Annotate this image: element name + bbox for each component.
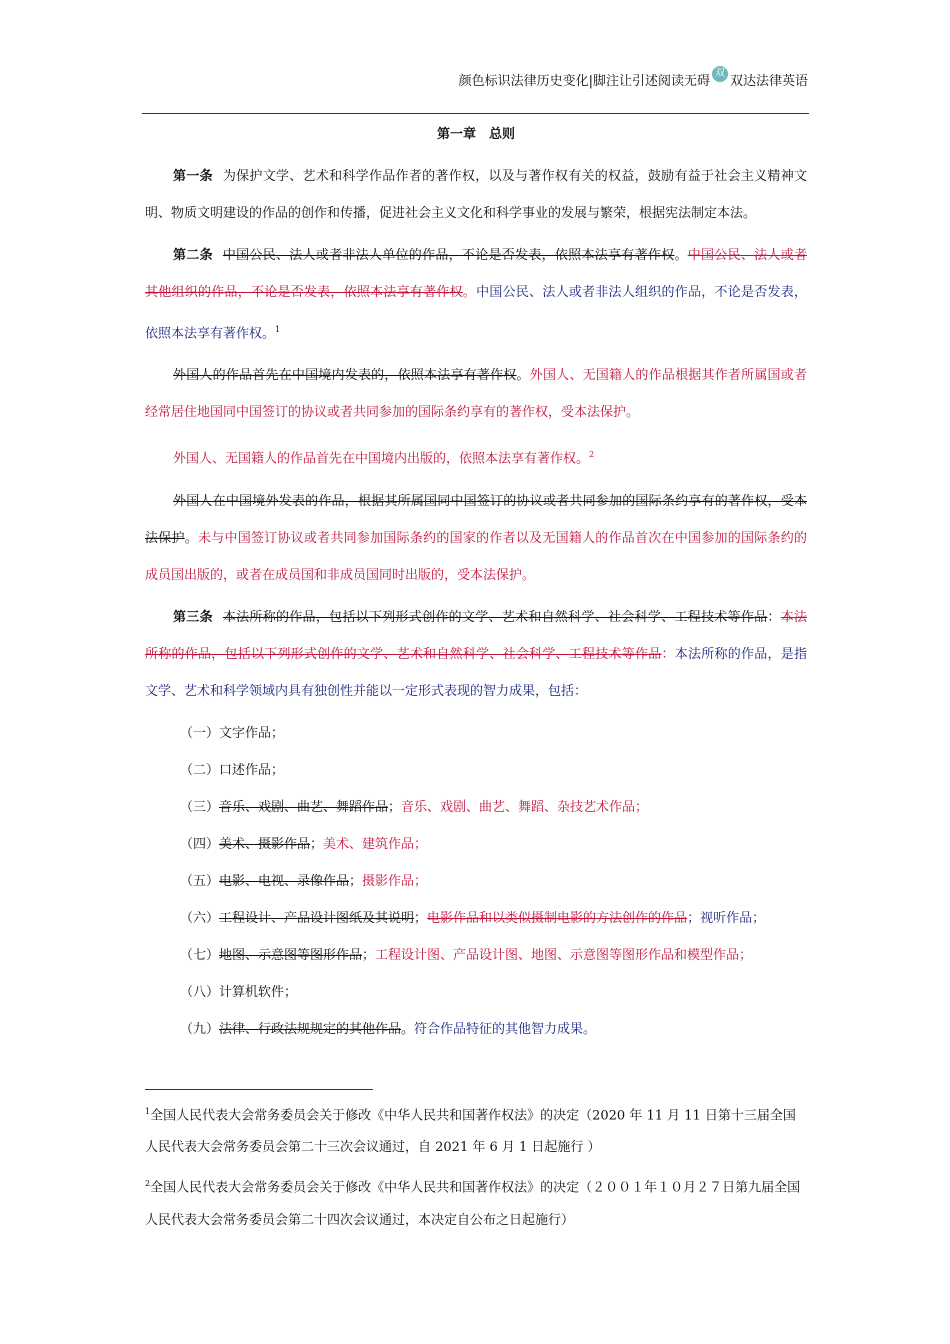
revised-text: 本法所称的作品，是指文学、艺术和科学领域内具有独创性并能以一定形式表现的智力成果，包括： xyxy=(145,646,807,699)
list-item: （五）电影、电视、录像作品；摄影作品； xyxy=(180,873,428,889)
footnote-divider xyxy=(145,1089,373,1090)
article-text: 为保护文学、艺术和科学作品作者的著作权，以及与著作权有关的权益，鼓励有益于社会主义精神文明、物质文明建设的作品的创作和传播，促进社会主义文化和科学事业的发展与繁荣，根据宪法制定本法。 xyxy=(145,169,807,221)
list-item: （八）计算机软件； xyxy=(180,984,298,1000)
deleted-text: 中国公民、法人或者非法人单位的作品，不论是否发表，依照本法享有著作权 xyxy=(222,248,675,263)
article-2-para-4: 外国人在中国境外发表的作品，根据其所属国同中国签订的协议或者共同参加的国际条约享有的著作权，受本法保护。未与中国签订协议或者共同参加国际条约的国家的作者以及无国籍人的作品首次在中国参加的国际条约的成员国出版的，或者在成员国和非成员国同时出版的，受本法保护。 xyxy=(145,493,807,583)
list-item: （九）法律、行政法规规定的其他作品。符合作品特征的其他智力成果。 xyxy=(180,1021,597,1037)
list-item: （七）地图、示意图等图形作品；工程设计图、产品设计图、地图、示意图等图形作品和模型作品； xyxy=(180,947,753,963)
footnote-ref[interactable]: 1 xyxy=(275,325,281,334)
deleted-revision-text: 中国公民、法人或者其他组织的作品，不论是否发表，依照本法享有著作权 xyxy=(145,248,807,300)
footnote-ref[interactable]: 2 xyxy=(589,450,595,460)
deleted-text: 本法所称的作品，包括以下列形式创作的文学、艺术和自然科学、社会科学、工程技术等作品 xyxy=(222,609,768,625)
article-2-para-2: 外国人的作品首先在中国境内发表的，依照本法享有著作权。外国人、无国籍人的作品根据其作者所属国或者经常居住地国同中国签订的协议或者共同参加的国际条约享有的著作权，受本法保护。 xyxy=(145,368,807,421)
brand-logo-icon: 双 xyxy=(712,66,728,82)
article-label: 第三条 xyxy=(173,609,213,625)
list-item: （六）工程设计、产品设计图纸及其说明；电影作品和以类似摄制电影的方法创作的作品；视听作品； xyxy=(180,910,766,926)
revised-text: 外国人、无国籍人的作品首先在中国境内出版的，依照本法享有著作权。 xyxy=(173,451,590,467)
article-2-para-1: 第二条 中国公民、法人或者非法人单位的作品，不论是否发表，依照本法享有著作权。中国公民、法人或者其他组织的作品，不论是否发表，依照本法享有著作权。中国公民、法人或者非法人组织的作品，不论是否发表，依照本法享有著作权。$^1$ xyxy=(145,248,807,342)
article-1 xyxy=(145,158,807,232)
revised-text: 未与中国签订协议或者共同参加国际条约的国家的作者以及无国籍人的作品首次在中国参加的国际条约的成员国出版的，或者在成员国和非成员国同时出版的，受本法保护。 xyxy=(145,530,807,583)
deleted-revision-text: 本法所称的作品，包括以下列形式创作的文学、艺术和自然科学、社会科学、工程技术等作品 xyxy=(145,609,807,662)
article-2-para-3 xyxy=(145,436,807,477)
article-label: 第一条 xyxy=(173,169,213,184)
chapter-title: 第一章 总则 xyxy=(436,127,515,142)
footnote: $^2$全国人民代表大会常务委员会关于修改《中华人民共和国著作权法》的决定（２００１年１０月２７日第九届全国人民代表大会常务委员会第二十四次会议通过，本决定自公布之日起施行） xyxy=(145,1179,801,1228)
list-item: （一）文字作品； xyxy=(180,725,285,741)
footnotes xyxy=(145,1096,807,1241)
article-label: 第二条 xyxy=(173,248,213,263)
revised-text: 中国公民、法人或者非法人组织的作品，不论是否发表，依照本法享有著作权。 xyxy=(145,285,807,342)
article-3: 第三条 本法所称的作品，包括以下列形式创作的文学、艺术和自然科学、社会科学、工程技术等作品：本法所称的作品，包括以下列形式创作的文学、艺术和自然科学、社会科学、工程技术等作品：本法所称的作品，是指文学、艺术和科学领域内具有独创性并能以一定形式表现的智力成果，包括： xyxy=(145,609,807,699)
list-item: （四）美术、摄影作品；美术、建筑作品； xyxy=(180,836,428,852)
deleted-text: 外国人在中国境外发表的作品，根据其所属国同中国签订的协议或者共同参加的国际条约享有的著作权，受本法保护 xyxy=(145,493,807,546)
header-divider xyxy=(142,113,809,114)
header-brand: 双达法律英语 xyxy=(729,74,808,89)
revised-text: 外国人、无国籍人的作品根据其作者所属国或者经常居住地国同中国签订的协议或者共同参加的国际条约享有的著作权，受本法保护。 xyxy=(145,368,807,421)
deleted-text: 外国人的作品首先在中国境内发表的，依照本法享有著作权 xyxy=(173,368,517,384)
footnote: $^1$全国人民代表大会常务委员会关于修改《中华人民共和国著作权法》的决定（2020 年 11 月 11 日第十三届全国人民代表大会常务委员会第二十三次会议通过，自 2021 年 6 月 1 日起施行 ） xyxy=(145,1107,796,1156)
page-header xyxy=(458,67,808,89)
document-body xyxy=(145,124,807,1048)
list-item: （三）音乐、戏剧、曲艺、舞蹈作品；音乐、戏剧、曲艺、舞蹈、杂技艺术作品； xyxy=(180,799,649,815)
list-item: （二）口述作品； xyxy=(180,762,285,778)
header-tagline: 颜色标识法律历史变化|脚注让引述阅读无碍 xyxy=(458,74,710,89)
